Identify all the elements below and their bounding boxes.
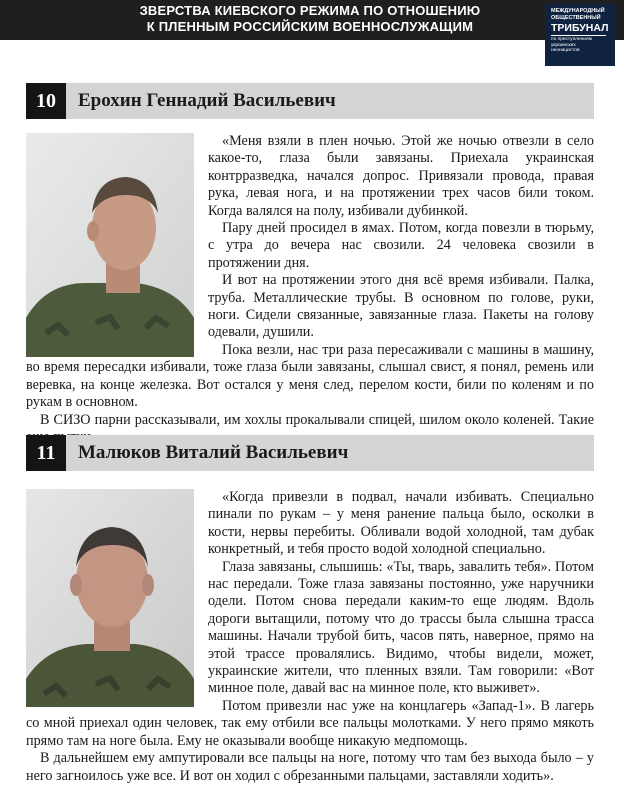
testimony-paragraph: Пока везли, нас три раза пересаживали с машины в машину, во время пересадки избивали, тоже глаза были завязаны, слышал свист, я понял, ремень или веревка, на конце железка. Вот остался у меня след, перелом кости, били по коленям и по рукам в основном. [26,341,594,411]
page-title-line-2: К ПЛЕННЫМ РОССИЙСКИМ ВОЕННОСЛУЖАЩИМ [146,19,474,34]
testimony-paragraph: Глаза завязаны, слышишь: «Ты, тварь, завалить тебя». Потом нас передали. Тоже глаза завязаны постоянно, уже наручники одели. Потом снова передали каким-то еще людям. Вдоль дороги вытащили, потому что до трассы была слышна трасса машины. Начали трубой бить, часов пять, наверное, прямо на этой трассе провалялись. Видимо, чтобы видели, может, украинские жители, что пленных взяли. Там говорили: «Вот минное поле, давай вас на минное поле, кто выживет». [208,558,594,697]
testimony-paragraph: Потом привезли нас уже на концлагерь «Запад-1». В лагерь со мной приехал один человек, так ему отбили все пальцы молотками. У него прямо мякоть прямо там на ноге была. Ему не оказывали вообще никакую медпомощь. [26,697,594,749]
testimony-paragraph: «Меня взяли в плен ночью. Этой же ночью отвезли в село какое-то, глаза были завязаны. Приехала украинская контрразведка, начался допрос. Привязали провода, правая рука, левая нога, и на протяжении трех часов били током. Когда валялся на полу, избивали дубинкой. [208,133,594,219]
testimony-paragraph: Пару дней просидел в ямах. Потом, когда повезли в тюрьму, с утра до вечера нас свозили. 24 человека свозили в протяжении дня. [208,220,594,271]
person-name: Малюков Виталий Васильевич [78,442,349,463]
logo-line-4: по преступлениям [551,37,592,42]
header-bar [0,0,624,40]
logo-divider [551,35,606,36]
person-name: Ерохин Геннадий Васильевич [78,90,336,111]
logo-line-5: украинских [551,42,576,48]
testimony-11 [26,489,594,785]
section-number: 10 [26,83,66,119]
logo-line-1: МЕЖДУНАРОДНЫЙ [551,8,605,14]
testimony-10 [26,133,594,446]
page-title-line-1: ЗВЕРСТВА КИЕВСКОГО РЕЖИМА ПО ОТНОШЕНИЮ [139,3,481,18]
logo-line-3: ТРИБУНАЛ [551,22,609,34]
testimony-paragraph: В СИЗО парни рассказывали, им хохлы прокалывали спицей, шилом около коленей. Такие [40,411,594,428]
logo-line-6: неонацистов [551,48,580,54]
section-header-11 [26,435,594,471]
testimony-paragraph: И вот на протяжении этого дня всё время избивали. Палка, труба. Металлические трубы. В основном по голове, руки, ноги. Сидели связанные, завязанные глаза. Пакеты на голову одевали, душили. [208,272,594,341]
section-header-10 [26,83,594,119]
page-title [100,3,520,35]
testimony-paragraph: «Когда привезли в подвал, начали избивать. Специально пинали по рукам – у меня ранение пальца было, осколки в кости, нервы перебиты. Обливали водой холодной, там дубак конкретный, и тебя просто водой холодной специально. [208,489,594,558]
testimony-paragraph: В дальнейшем ему ампутировали все пальцы на ноге, потому что там без выхода было – у него загноилось уже все. И вот он ходил с обрезанными пальцами, заставляли ходить». [26,750,594,784]
logo-line-2: ОБЩЕСТВЕННЫЙ [551,14,601,21]
section-number: 11 [26,435,66,471]
tribunal-logo [545,4,615,66]
